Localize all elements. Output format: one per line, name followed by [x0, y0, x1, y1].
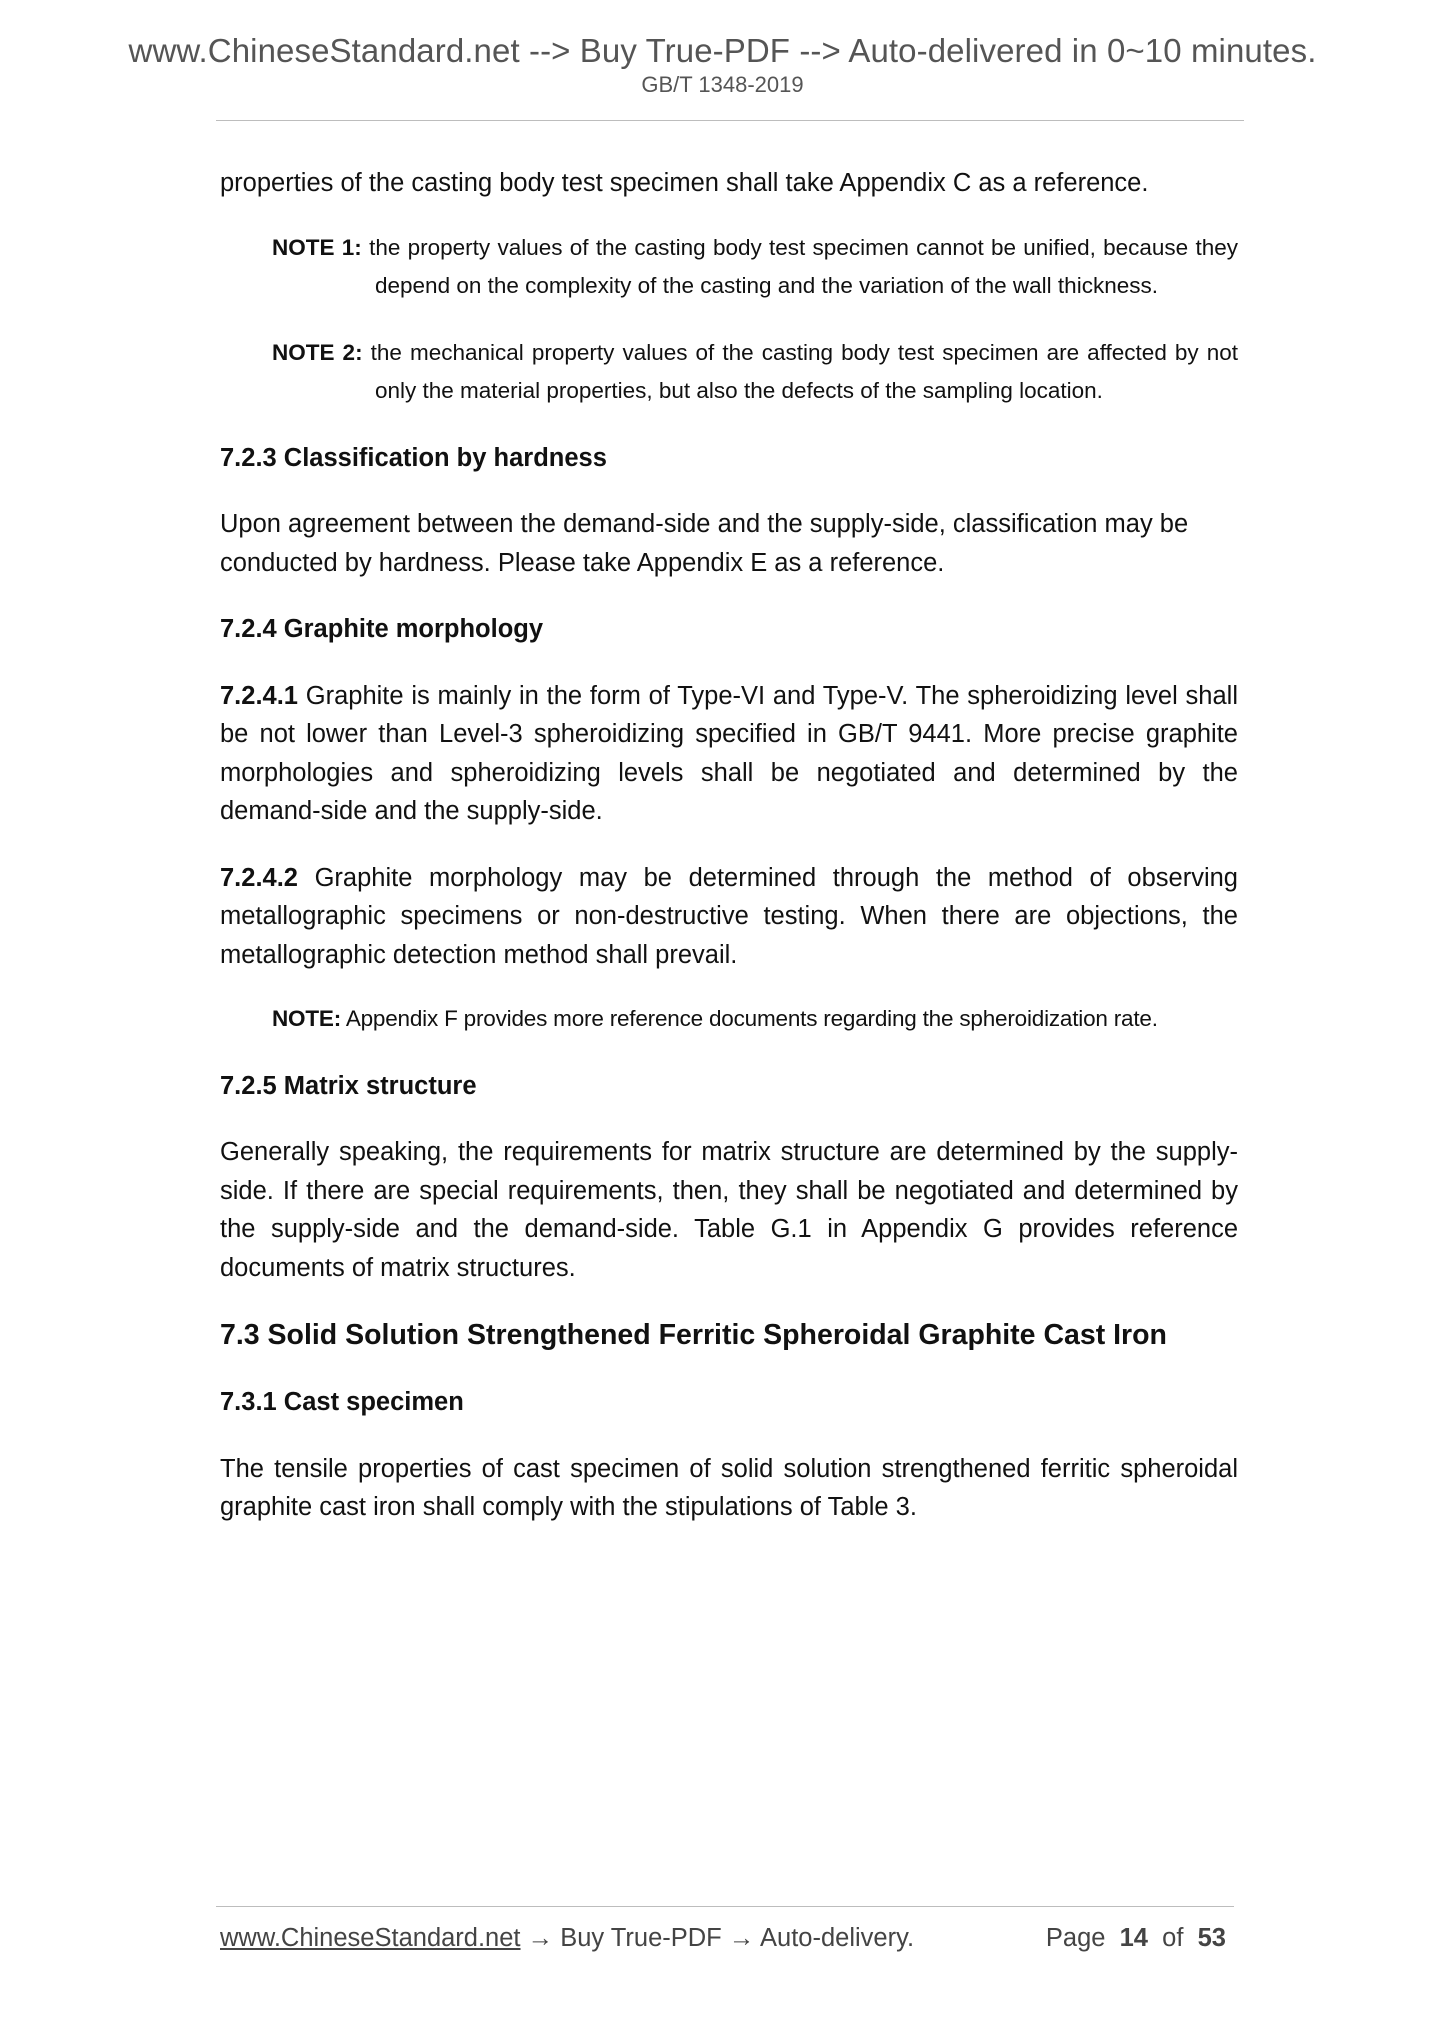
section-7-2-4-1-text: Graphite is mainly in the form of Type-VI and Type-V. The spheroidizing level shall be not lower than Level-3 spheroidizing specified in GB/T 9441. More precise graphite morphologies and spheroidizing levels shall be negotiated and determined by the demand-side and the supply-side. — [220, 681, 1238, 825]
arrow-icon: → — [527, 1924, 554, 1952]
section-7-2-5-paragraph: Generally speaking, the requirements for matrix structure are determined by the supply-side. If there are special requirements, then, they shall be negotiated and determined by the supply-side and the demand-side. Table G.1 in Appendix G provides reference documents of matrix structures. — [220, 1138, 1238, 1282]
page-footer — [220, 1924, 1238, 1954]
page-word: Page — [1045, 1924, 1106, 1952]
document-body — [220, 164, 1238, 1527]
note-2 — [272, 334, 1238, 411]
page-indicator — [1046, 1924, 1226, 1953]
note-2-text: the mechanical property values of the casting body test specimen are affected by not only the material properties, but also the defects of the sampling location. — [370, 339, 1238, 403]
section-7-2-3-paragraph: Upon agreement between the demand-side and the supply-side, classification may be conducted by hardness. Please take Appendix E as a reference. — [220, 510, 1189, 577]
section-7-2-4-2-paragraph — [220, 859, 1238, 975]
footer-divider — [216, 1906, 1234, 1907]
footer-site-link[interactable]: www.ChineseStandard.net — [220, 1924, 521, 1952]
note-3-label: NOTE: — [272, 1006, 341, 1031]
header-banner: www.ChineseStandard.net --> Buy True-PDF --> Auto-delivered in 0~10 minutes. — [128, 32, 1317, 69]
note-3-text: Appendix F provides more reference documents regarding the spheroidization rate. — [345, 1006, 1158, 1031]
footer-delivery: Auto-delivery. — [760, 1924, 915, 1952]
section-7-2-4-heading: 7.2.4 Graphite morphology — [220, 615, 544, 643]
section-7-2-4-1-paragraph — [220, 677, 1238, 831]
section-7-3-1-heading: 7.3.1 Cast specimen — [220, 1388, 464, 1416]
note-3 — [272, 1000, 1238, 1039]
footer-left — [220, 1924, 914, 1953]
standard-number: GB/T 1348-2019 — [641, 72, 804, 97]
section-7-3-1-paragraph: The tensile properties of cast specimen of solid solution strengthened ferritic spheroidal graphite cast iron shall comply with the stipulations of Table 3. — [220, 1454, 1238, 1521]
note-1 — [272, 229, 1238, 306]
section-7-2-4-2-text: Graphite morphology may be determined through the method of observing metallographic specimens or non-destructive testing. When there are objections, the metallographic detection method shall prevail. — [220, 863, 1238, 969]
note-1-label: NOTE 1: — [272, 234, 362, 260]
of-word: of — [1162, 1924, 1184, 1952]
section-7-2-4-1-number: 7.2.4.1 — [220, 681, 298, 710]
header-divider — [216, 120, 1244, 121]
footer-buy: Buy True-PDF — [560, 1924, 722, 1952]
total-pages: 53 — [1197, 1924, 1226, 1952]
note-2-label: NOTE 2: — [272, 339, 363, 365]
section-7-2-5-heading: 7.2.5 Matrix structure — [220, 1071, 477, 1100]
intro-paragraph: properties of the casting body test specimen shall take Appendix C as a reference. — [220, 169, 1149, 197]
section-7-2-3-heading: 7.2.3 Classification by hardness — [220, 443, 607, 472]
page-number: 14 — [1119, 1924, 1148, 1952]
section-7-3-heading: 7.3 Solid Solution Strengthened Ferritic Spheroidal Graphite Cast Iron — [220, 1319, 1167, 1351]
note-1-text: the property values of the casting body test specimen cannot be unified, because they depend on the complexity of the casting and the variation of the wall thickness. — [369, 234, 1238, 298]
arrow-icon: → — [728, 1924, 755, 1952]
section-7-2-4-2-number: 7.2.4.2 — [220, 863, 298, 892]
